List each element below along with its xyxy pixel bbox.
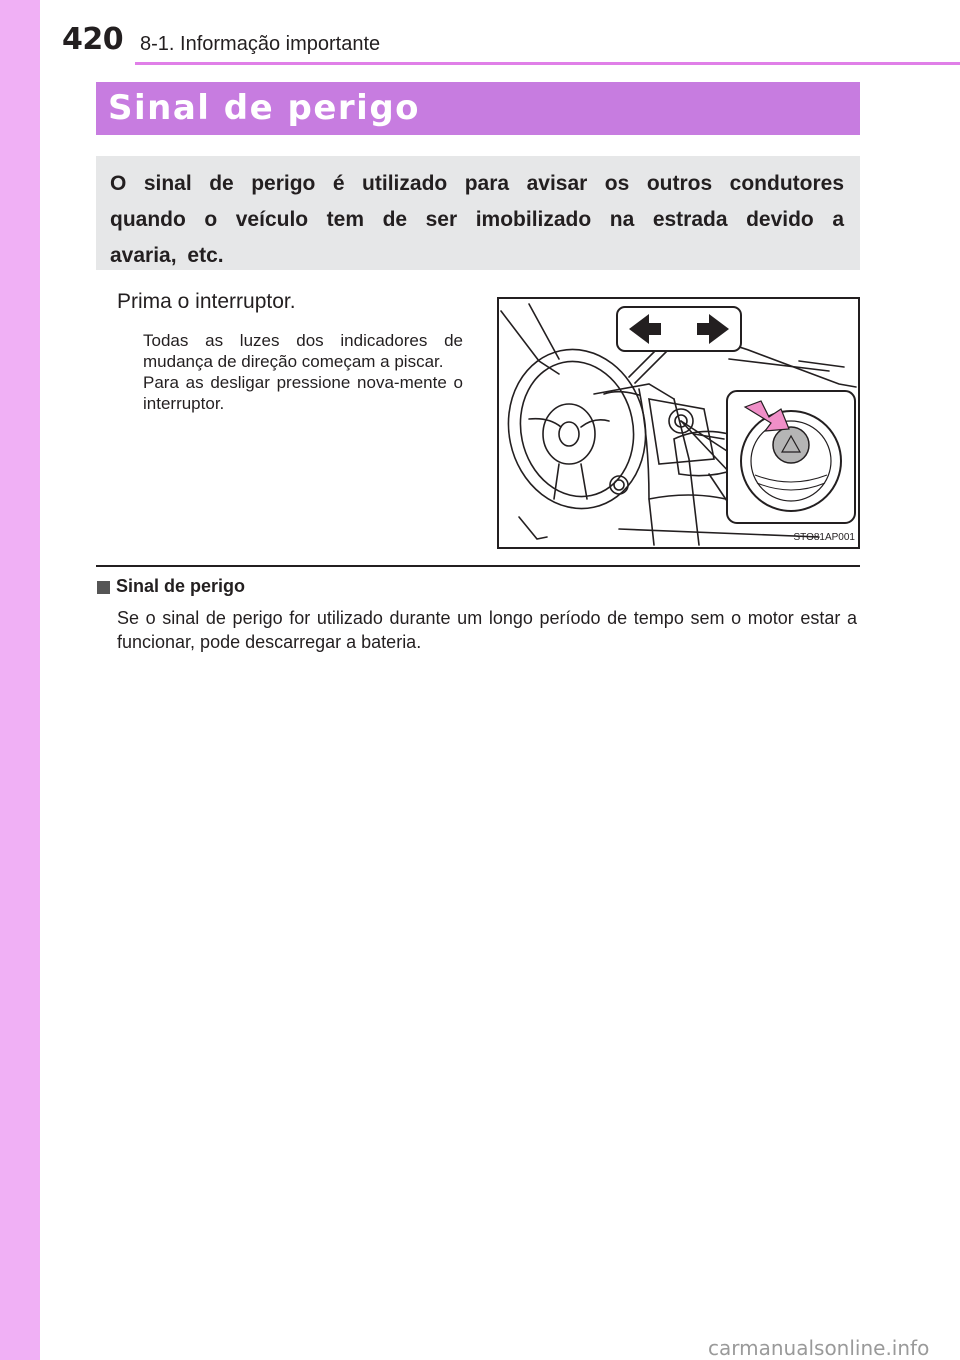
dashboard-drawing — [499, 299, 858, 547]
step-body-paragraph-2: Para as desligar pressione nova-mente o interruptor. — [143, 373, 463, 413]
step-body-paragraph-1: Todas as luzes dos indicadores de mudança de direção começam a piscar. — [143, 331, 463, 371]
section-divider — [96, 565, 860, 567]
header-rule — [135, 62, 960, 65]
turn-signal-callout — [617, 307, 741, 351]
figure-id: STO81AP001 — [793, 532, 855, 543]
step-body — [143, 330, 463, 414]
intro-box — [96, 156, 860, 270]
page-title: Sinal de perigo — [108, 88, 421, 128]
note-body: Se o sinal de perigo for utilizado durante um longo período de tempo sem o motor estar a funcionar, pode descarregar a bateria. — [117, 608, 857, 652]
hazard-switch-illustration — [497, 297, 860, 549]
title-bar — [96, 82, 860, 135]
watermark: carmanualsonline.info — [708, 1336, 930, 1360]
intro-text: O sinal de perigo é utilizado para avisar os outros condutores quando o veículo tem de ser imobilizado na estrada devido a avaria, etc. — [110, 172, 844, 267]
page-number: 420 — [62, 22, 124, 57]
square-bullet-icon — [97, 581, 110, 594]
chapter-side-tab — [0, 0, 40, 1360]
step-title: Prima o interruptor. — [117, 290, 296, 313]
section-header: 8-1. Informação importante — [140, 33, 381, 55]
hazard-switch-zoom — [727, 391, 855, 523]
note-title: Sinal de perigo — [116, 576, 246, 596]
